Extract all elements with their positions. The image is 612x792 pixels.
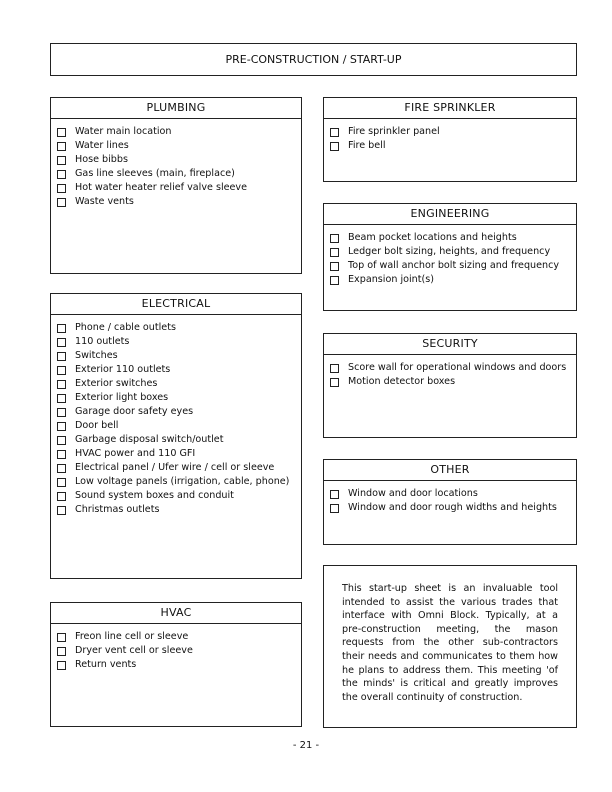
checkbox[interactable] [57,170,66,179]
checkbox[interactable] [330,378,339,387]
electrical-checklist [51,315,301,517]
checkbox[interactable] [330,234,339,243]
hvac-section [50,602,302,727]
item-label: 110 outlets [75,336,130,347]
item-label: Garbage disposal switch/outlet [75,434,224,445]
checklist-item [57,461,301,475]
checklist-item [57,433,301,447]
checklist-item [330,245,576,259]
item-label: Ledger bolt sizing, heights, and frequency [348,246,551,257]
checklist-item [57,377,301,391]
checkbox[interactable] [57,633,66,642]
security-checklist [324,355,576,389]
page-number: - 21 - [292,740,320,751]
checkbox[interactable] [57,324,66,333]
checkbox[interactable] [57,464,66,473]
page-title-box [50,43,577,76]
item-label: Hot water heater relief valve sleeve [75,182,247,193]
item-label: Christmas outlets [75,504,160,515]
item-label: Phone / cable outlets [75,322,176,333]
item-label: Gas line sleeves (main, fireplace) [75,168,235,179]
item-label: Window and door rough widths and heights [348,502,557,513]
checklist-item [57,363,301,377]
checklist-item [57,139,301,153]
electrical-section [50,293,302,579]
engineering-heading: ENGINEERING [324,204,576,225]
item-label: Electrical panel / Ufer wire / cell or sleeve [75,462,275,473]
item-label: Exterior light boxes [75,392,169,403]
checklist-item [57,167,301,181]
engineering-section [323,203,577,311]
checklist-item [330,273,576,287]
item-label: Low voltage panels (irrigation, cable, phone) [75,476,290,487]
checklist-item [57,475,301,489]
item-label: Exterior 110 outlets [75,364,171,375]
checklist-item [330,125,576,139]
checklist-item [57,181,301,195]
checklist-item [57,335,301,349]
checkbox[interactable] [57,408,66,417]
item-label: Garage door safety eyes [75,406,194,417]
page-title: PRE-CONSTRUCTION / START-UP [225,53,402,66]
plumbing-checklist [51,119,301,209]
checkbox[interactable] [330,262,339,271]
checkbox[interactable] [57,450,66,459]
checkbox[interactable] [57,142,66,151]
checklist-item [57,125,301,139]
item-label: Water lines [75,140,129,151]
checkbox[interactable] [57,380,66,389]
item-label: Hose bibbs [75,154,128,165]
checklist-item [57,503,301,517]
item-label: Freon line cell or sleeve [75,631,189,642]
intro-note-text: This start-up sheet is an invaluable tool intended to assist the various trades that interface with Omni Block. Typically, at a pre-construction meeting, the mason requests from the other sub-contractors their needs and communicates to them how he plans to address them. This meeting 'of the minds' is critical and greatly improves the overall continuity of construction. [342,583,558,703]
plumbing-section [50,97,302,274]
checklist-item [57,489,301,503]
checklist-item [330,487,576,501]
item-label: Door bell [75,420,119,431]
checkbox[interactable] [57,198,66,207]
checkbox[interactable] [330,128,339,137]
checklist-item [57,321,301,335]
checkbox[interactable] [330,142,339,151]
checkbox[interactable] [57,366,66,375]
checklist-item [57,630,301,644]
fire-sprinkler-checklist [324,119,576,153]
checkbox[interactable] [57,184,66,193]
checkbox[interactable] [57,422,66,431]
item-label: Switches [75,350,118,361]
hvac-checklist [51,624,301,672]
item-label: Waste vents [75,196,134,207]
checklist-item [330,375,576,389]
checklist-item [330,501,576,515]
item-label: Fire sprinkler panel [348,126,440,137]
checklist-item [57,391,301,405]
item-label: Return vents [75,659,137,670]
checklist-item [57,195,301,209]
checkbox[interactable] [57,506,66,515]
checkbox[interactable] [330,364,339,373]
item-label: Top of wall anchor bolt sizing and frequency [348,260,560,271]
item-label: Expansion joint(s) [348,274,434,285]
checklist-item [330,139,576,153]
item-label: Score wall for operational windows and doors [348,362,567,373]
item-label: Fire bell [348,140,386,151]
item-label: Motion detector boxes [348,376,456,387]
checkbox[interactable] [330,248,339,257]
engineering-checklist [324,225,576,287]
electrical-heading: ELECTRICAL [51,294,301,315]
checklist-item [57,405,301,419]
checkbox[interactable] [57,436,66,445]
checklist-item [57,153,301,167]
checkbox[interactable] [330,504,339,513]
plumbing-heading: PLUMBING [51,98,301,119]
checklist-item [330,259,576,273]
item-label: Beam pocket locations and heights [348,232,517,243]
item-label: Window and door locations [348,488,478,499]
checkbox[interactable] [57,394,66,403]
checkbox[interactable] [57,156,66,165]
item-label: Sound system boxes and conduit [75,490,234,501]
checkbox[interactable] [330,276,339,285]
checkbox[interactable] [57,338,66,347]
checkbox[interactable] [57,647,66,656]
item-label: Dryer vent cell or sleeve [75,645,193,656]
checkbox[interactable] [57,661,66,670]
checklist-item [330,361,576,375]
checklist-item [57,644,301,658]
security-section [323,333,577,438]
checklist-item [57,658,301,672]
checklist-item [57,447,301,461]
other-section [323,459,577,545]
item-label: Water main location [75,126,172,137]
fire-sprinkler-heading: FIRE SPRINKLER [324,98,576,119]
security-heading: SECURITY [324,334,576,355]
other-heading: OTHER [324,460,576,481]
checklist-item [57,419,301,433]
other-checklist [324,481,576,515]
hvac-heading: HVAC [51,603,301,624]
fire-sprinkler-section [323,97,577,182]
intro-note-box [323,565,577,728]
checkbox[interactable] [330,490,339,499]
item-label: HVAC power and 110 GFI [75,448,196,459]
checkbox[interactable] [57,492,66,501]
item-label: Exterior switches [75,378,158,389]
checkbox[interactable] [57,478,66,487]
checkbox[interactable] [57,352,66,361]
checklist-item [57,349,301,363]
checkbox[interactable] [57,128,66,137]
checklist-item [330,231,576,245]
